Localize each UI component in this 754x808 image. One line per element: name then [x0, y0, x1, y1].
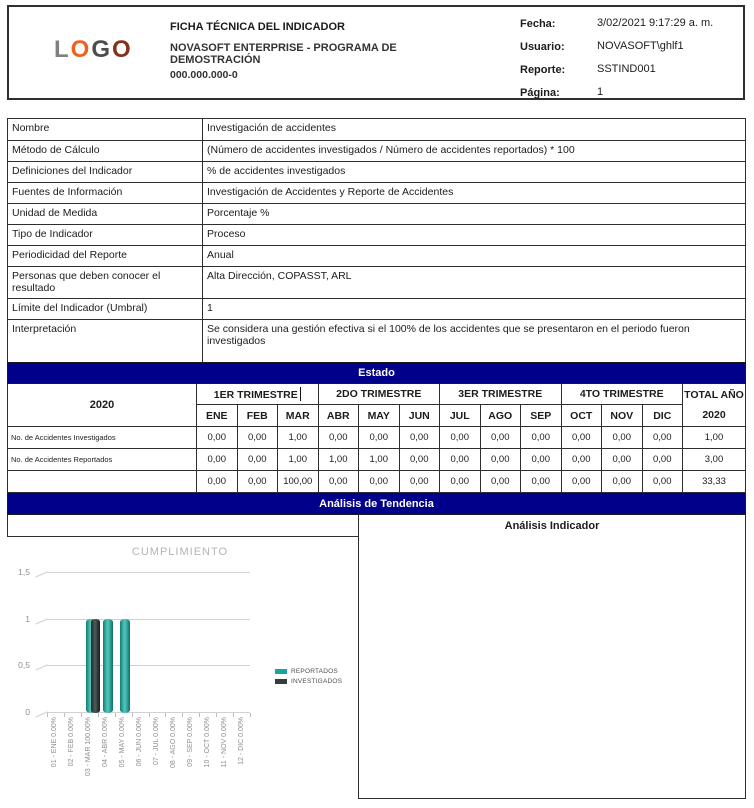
month-header-cell: ENE — [197, 405, 238, 427]
chart-x-tick-label: 10 - OCT 0.00% — [203, 717, 211, 768]
chart-y-tick-label: 1 — [25, 613, 30, 624]
legend-label: REPORTADOS — [291, 668, 338, 675]
chart-axis-tick — [132, 713, 133, 717]
month-header-cell: JUN — [399, 405, 440, 427]
legend-swatch-investigados — [275, 679, 287, 684]
month-header-cell: DIC — [642, 405, 683, 427]
estado-value-cell: 0,00 — [318, 427, 359, 449]
estado-row-label-cell: No. de Accidentes Reportados — [8, 449, 197, 471]
estado-table — [7, 362, 746, 537]
month-header-cell: ABR — [318, 405, 359, 427]
company-logo — [54, 38, 133, 62]
chart-y-tick-label: 0 — [25, 707, 30, 717]
estado-value-cell: 0,00 — [440, 449, 481, 471]
chart-x-tick-label: 05 - MAY 0.00% — [119, 717, 127, 768]
chart-axis-tick — [47, 713, 48, 717]
estado-value-cell: 1,00 — [278, 449, 319, 471]
estado-value-cell: 0,00 — [521, 449, 562, 471]
estado-value-cell: 0,00 — [561, 471, 602, 493]
chart-axis-tick — [250, 713, 251, 717]
chart-x-tick-label: 04 - ABR 0.00% — [102, 717, 110, 767]
chart-gridline — [47, 572, 250, 573]
estado-value-cell: 0,00 — [399, 471, 440, 493]
estado-value-cell: 0,00 — [642, 449, 683, 471]
chart-axis-tick — [165, 713, 166, 717]
details-row — [8, 246, 746, 267]
chart-axis-tick — [115, 713, 116, 717]
total-year-header-cell — [683, 384, 746, 427]
chart-axis-tick — [182, 713, 183, 717]
report-header — [7, 5, 745, 100]
chart-bar-reportados — [120, 619, 130, 713]
chart-bar-reportados — [103, 619, 113, 713]
estado-header-row-1 — [8, 384, 746, 405]
meta-label: Usuario: — [520, 41, 565, 53]
estado-value-cell: 0,00 — [521, 471, 562, 493]
details-row — [8, 119, 746, 141]
estado-value-cell: 0,00 — [440, 427, 481, 449]
month-header-cell: SEP — [521, 405, 562, 427]
estado-value-cell: 0,00 — [561, 449, 602, 471]
estado-value-cell: 0,00 — [197, 427, 238, 449]
details-row — [8, 320, 746, 363]
estado-value-cell: 1,00 — [359, 449, 400, 471]
estado-value-cell: 1,00 — [318, 449, 359, 471]
legend-row — [275, 678, 342, 685]
legend-row — [275, 668, 342, 675]
chart-x-tick-label: 07 - JUL 0.00% — [152, 717, 160, 765]
chart-axis-tick — [233, 713, 234, 717]
analysis-header-left-cell — [8, 515, 359, 537]
estado-band-row — [8, 363, 746, 384]
chart-gridline — [47, 665, 250, 666]
meta-value: 3/02/2021 9:17:29 a. m. — [597, 17, 714, 29]
meta-label: Fecha: — [520, 18, 556, 30]
total-year-line2: 2020 — [702, 409, 726, 421]
estado-value-cell: 0,00 — [480, 449, 521, 471]
text-cursor-artifact — [300, 387, 301, 401]
chart-axis-tick — [149, 713, 150, 717]
chart-x-tick-label: 09 - SEP 0.00% — [186, 717, 194, 767]
chart-gridline-diagonal — [35, 665, 47, 671]
details-row — [8, 299, 746, 320]
logo-letter: O — [70, 36, 92, 63]
details-row — [8, 162, 746, 183]
chart-axis-tick — [81, 713, 82, 717]
chart-title: CUMPLIMIENTO — [131, 546, 229, 558]
details-row — [8, 183, 746, 204]
chart-gridline-diagonal — [35, 711, 47, 717]
month-header-cell: AGO — [480, 405, 521, 427]
estado-value-cell: 0,00 — [359, 427, 400, 449]
estado-value-cell: 0,00 — [440, 471, 481, 493]
trimester-header-cell: 3ER TRIMESTRE — [440, 384, 562, 405]
chart-gridline-diagonal — [35, 618, 47, 624]
chart-axis-tick — [98, 713, 99, 717]
meta-row — [520, 37, 745, 60]
meta-row — [520, 14, 745, 37]
details-value-cell: Porcentaje % — [203, 204, 746, 225]
details-value-cell: % de accidentes investigados — [203, 162, 746, 183]
details-label-cell: Unidad de Medida — [8, 204, 203, 225]
chart-gridline — [47, 619, 250, 620]
chart-legend — [275, 668, 342, 688]
details-value-cell: Investigación de accidentes — [203, 119, 746, 141]
report-meta — [520, 14, 745, 106]
chart-x-tick-label: 06 - JUN 0.00% — [136, 717, 144, 767]
report-title: FICHA TÉCNICA DEL INDICADOR — [170, 21, 345, 33]
analysis-box — [358, 536, 746, 799]
month-header-cell: JUL — [440, 405, 481, 427]
estado-value-cell: 0,00 — [602, 449, 643, 471]
estado-data-row — [8, 427, 746, 449]
estado-year-cell: 2020 — [8, 384, 197, 427]
report-subtitle: NOVASOFT ENTERPRISE - PROGRAMA DE DEMOSTRACIÓN — [170, 42, 397, 66]
details-value-cell: Proceso — [203, 225, 746, 246]
details-label-cell: Fuentes de Información — [8, 183, 203, 204]
details-label-cell: Nombre — [8, 119, 203, 141]
chart-y-tick-label: 1,5 — [18, 567, 30, 577]
chart-bar-investigados — [91, 619, 100, 713]
estado-value-cell: 0,00 — [399, 427, 440, 449]
details-label-cell: Personas que deben conocer el resultado — [8, 267, 203, 299]
estado-value-cell: 0,00 — [399, 449, 440, 471]
estado-value-cell: 0,00 — [480, 427, 521, 449]
details-label-cell: Método de Cálculo — [8, 141, 203, 162]
trimester-header-cell: 1ER TRIMESTRE — [197, 384, 319, 405]
details-value-cell: Alta Dirección, COPASST, ARL — [203, 267, 746, 299]
estado-value-cell: 0,00 — [237, 471, 278, 493]
chart-x-tick-label: 11 - NOV 0.00% — [220, 717, 228, 768]
month-header-cell: MAY — [359, 405, 400, 427]
chart-axis-tick — [199, 713, 200, 717]
cumplimiento-chart — [0, 540, 356, 808]
estado-total-cell: 33,33 — [683, 471, 746, 493]
month-header-cell: MAR — [278, 405, 319, 427]
details-value-cell: (Número de accidentes investigados / Número de accidentes reportados) * 100 — [203, 141, 746, 162]
details-row — [8, 141, 746, 162]
details-value-cell: Anual — [203, 246, 746, 267]
report-code: 000.000.000-0 — [170, 69, 238, 81]
details-row — [8, 204, 746, 225]
meta-row — [520, 83, 745, 106]
chart-x-tick-label: 02 - FEB 0.00% — [68, 717, 76, 767]
estado-value-cell: 0,00 — [197, 449, 238, 471]
trimester-header-cell: 2DO TRIMESTRE — [318, 384, 440, 405]
logo-letter: L — [54, 36, 71, 63]
chart-x-tick-label: 03 - MAR 100.00% — [85, 717, 93, 777]
estado-value-cell: 0,00 — [602, 471, 643, 493]
meta-value: 1 — [597, 86, 604, 98]
estado-value-cell: 0,00 — [602, 427, 643, 449]
legend-label: INVESTIGADOS — [291, 678, 343, 685]
estado-value-cell: 0,00 — [561, 427, 602, 449]
details-table — [7, 118, 746, 363]
logo-letter: G — [91, 36, 113, 63]
details-label-cell: Definiciones del Indicador — [8, 162, 203, 183]
estado-data-row — [8, 449, 746, 471]
chart-x-tick-label: 12 - DIC 0.00% — [237, 717, 245, 765]
estado-value-cell: 100,00 — [278, 471, 319, 493]
estado-value-cell: 0,00 — [642, 427, 683, 449]
details-value-cell: 1 — [203, 299, 746, 320]
estado-value-cell: 0,00 — [237, 427, 278, 449]
chart-x-tick-label: 08 - AGO 0.00% — [169, 717, 177, 768]
estado-data-row — [8, 471, 746, 493]
details-row — [8, 267, 746, 299]
month-header-cell: OCT — [561, 405, 602, 427]
chart-axis-tick — [216, 713, 217, 717]
chart-gridline-diagonal — [35, 571, 47, 577]
chart-x-tick-label: 01 - ENE 0.00% — [51, 717, 59, 768]
estado-value-cell: 0,00 — [642, 471, 683, 493]
tendencia-band: Análisis de Tendencia — [8, 493, 746, 515]
month-header-cell: FEB — [237, 405, 278, 427]
estado-total-cell: 3,00 — [683, 449, 746, 471]
chart-axis-tick — [64, 713, 65, 717]
estado-value-cell: 0,00 — [197, 471, 238, 493]
estado-value-cell: 0,00 — [359, 471, 400, 493]
logo-letter: O — [112, 36, 133, 63]
total-year-line1: TOTAL AÑO — [684, 389, 744, 401]
legend-swatch-reportados — [275, 669, 287, 674]
details-label-cell: Tipo de Indicador — [8, 225, 203, 246]
estado-band: Estado — [8, 363, 746, 384]
details-value-cell: Se considera una gestión efectiva si el 100% de los accidentes que se presentaron en el periodo fueron investigados — [203, 320, 746, 363]
month-header-cell: NOV — [602, 405, 643, 427]
meta-row — [520, 60, 745, 83]
details-label-cell: Interpretación — [8, 320, 203, 363]
details-label-cell: Límite del Indicador (Umbral) — [8, 299, 203, 320]
estado-value-cell: 1,00 — [278, 427, 319, 449]
estado-value-cell: 0,00 — [318, 471, 359, 493]
estado-row-label-cell: No. de Accidentes Investigados — [8, 427, 197, 449]
meta-value: SSTIND001 — [597, 63, 656, 75]
meta-label: Página: — [520, 87, 560, 99]
estado-row-label-cell — [8, 471, 197, 493]
analysis-header-cell: Análisis Indicador — [359, 515, 746, 537]
details-label-cell: Periodicidad del Reporte — [8, 246, 203, 267]
meta-value: NOVASOFT\ghlf1 — [597, 40, 684, 52]
estado-value-cell: 0,00 — [521, 427, 562, 449]
details-value-cell: Investigación de Accidentes y Reporte de Accidentes — [203, 183, 746, 204]
estado-value-cell: 0,00 — [237, 449, 278, 471]
estado-value-cell: 0,00 — [480, 471, 521, 493]
meta-label: Reporte: — [520, 64, 566, 76]
estado-total-cell: 1,00 — [683, 427, 746, 449]
chart-y-tick-label: 0,5 — [18, 660, 30, 671]
details-row — [8, 225, 746, 246]
tendencia-band-row — [8, 493, 746, 515]
trimester-header-cell: 4TO TRIMESTRE — [561, 384, 683, 405]
report-title-block — [170, 21, 440, 81]
analysis-header-row — [8, 515, 746, 537]
